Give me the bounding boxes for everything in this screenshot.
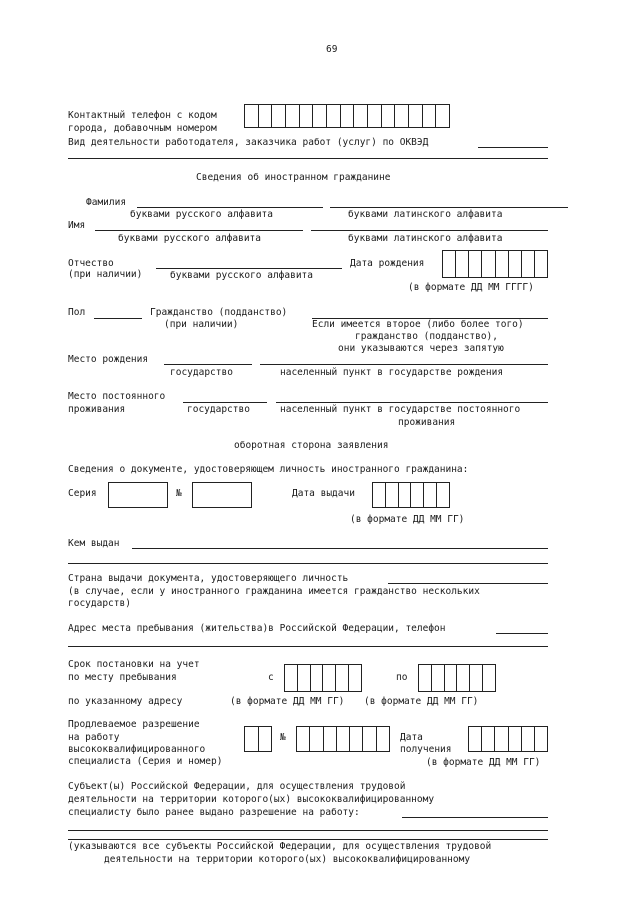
registration-from-boxes[interactable] bbox=[284, 664, 362, 692]
phone-input-boxes[interactable] bbox=[244, 104, 450, 128]
surname-hint-ru: буквами русского алфавита bbox=[130, 209, 273, 220]
subjects-field-continuation-2[interactable] bbox=[68, 839, 548, 840]
surname-ru-field[interactable] bbox=[137, 207, 323, 208]
country-label: Страна выдачи документа, удостоверяющего личность bbox=[68, 573, 349, 584]
section-title: Сведения об иностранном гражданине bbox=[196, 172, 391, 183]
name-lat-field[interactable] bbox=[311, 230, 548, 231]
permit-number-label: № bbox=[280, 732, 286, 743]
okved-label: Вид деятельности работодателя, заказчика работ (услуг) по ОКВЭД bbox=[68, 137, 429, 148]
residence-hint-locality: населенный пункт в государстве постоянного bbox=[280, 404, 521, 415]
residence-state-field[interactable] bbox=[183, 402, 267, 403]
phone-label: Контактный телефон с кодом bbox=[68, 110, 217, 121]
registration-label-3: по указанному адресу bbox=[68, 696, 183, 707]
subjects-field-continuation[interactable] bbox=[68, 830, 548, 831]
birth-place-label: Место рождения bbox=[68, 354, 149, 365]
subjects-note-2: деятельности на территории которого(ых) высококвалифицированному bbox=[104, 854, 471, 865]
birth-place-state-field[interactable] bbox=[164, 364, 252, 365]
permit-label: Продлеваемое разрешение bbox=[68, 719, 200, 730]
okved-field-continuation[interactable] bbox=[68, 158, 548, 159]
birth-place-hint-state: государство bbox=[170, 367, 233, 378]
patronymic-hint-ru: буквами русского алфавита bbox=[170, 270, 313, 281]
citizenship-note: Если имеется второе (либо более того) bbox=[312, 319, 524, 330]
citizenship-note-2: гражданство (подданство), bbox=[355, 331, 498, 342]
sex-field[interactable] bbox=[94, 318, 142, 319]
birth-date-format: (в формате ДД ММ ГГГГ) bbox=[408, 282, 534, 293]
address-field-continuation[interactable] bbox=[68, 646, 548, 647]
residence-hint-locality-2: проживания bbox=[398, 417, 456, 428]
permit-label-4: специалиста (Серия и номер) bbox=[68, 756, 223, 767]
issued-by-field[interactable] bbox=[132, 548, 548, 549]
issued-by-field-continuation[interactable] bbox=[68, 563, 548, 564]
name-ru-field[interactable] bbox=[95, 230, 303, 231]
country-note: (в случае, если у иностранного гражданина имеется гражданство нескольких bbox=[68, 586, 480, 597]
permit-date-boxes[interactable] bbox=[468, 726, 548, 752]
surname-hint-lat: буквами латинского алфавита bbox=[348, 209, 503, 220]
surname-label: Фамилия bbox=[86, 197, 127, 208]
permit-number-boxes[interactable] bbox=[296, 726, 390, 752]
citizenship-note-3: они указываются через запятую bbox=[338, 343, 504, 354]
permit-date-label: Дата bbox=[400, 732, 423, 743]
sex-label: Пол bbox=[68, 307, 86, 318]
from-label: с bbox=[268, 672, 274, 683]
residence-label-2: проживания bbox=[68, 404, 126, 415]
subjects-text-3: специалисту было ранее выдано разрешение на работу: bbox=[68, 807, 360, 818]
reverse-side-title: оборотная сторона заявления bbox=[234, 440, 389, 451]
okved-field[interactable] bbox=[478, 147, 548, 148]
registration-label-2: по месту пребывания bbox=[68, 672, 177, 683]
name-hint-lat: буквами латинского алфавита bbox=[348, 233, 503, 244]
issued-by-label: Кем выдан bbox=[68, 538, 120, 549]
country-note-2: государств) bbox=[68, 598, 131, 609]
address-label: Адрес места пребывания (жительства)в Российской Федерации, телефон bbox=[68, 623, 446, 634]
country-field[interactable] bbox=[388, 583, 548, 584]
citizenship-label: Гражданство (подданство) bbox=[150, 307, 288, 318]
name-hint-ru: буквами русского алфавита bbox=[118, 233, 261, 244]
permit-label-2: на работу bbox=[68, 732, 120, 743]
page-number: 69 bbox=[326, 44, 338, 55]
issue-date-format: (в формате ДД ММ ГГ) bbox=[350, 514, 465, 525]
permit-date-label-2: получения bbox=[400, 744, 452, 755]
patronymic-field[interactable] bbox=[156, 268, 342, 269]
address-field[interactable] bbox=[496, 633, 548, 634]
citizenship-hint: (при наличии) bbox=[164, 319, 239, 330]
name-label: Имя bbox=[68, 220, 86, 231]
series-input[interactable] bbox=[108, 482, 168, 508]
registration-from-format: (в формате ДД ММ ГГ) bbox=[230, 696, 345, 707]
subjects-note: (указываются все субъекты Российской Федерации, для осуществления трудовой bbox=[68, 841, 492, 852]
phone-label-extension: города, добавочным номером bbox=[68, 123, 217, 134]
birth-place-locality-field[interactable] bbox=[260, 364, 548, 365]
birth-date-boxes[interactable] bbox=[442, 250, 548, 278]
subjects-text: Субъект(ы) Российской Федерации, для осуществления трудовой bbox=[68, 781, 406, 792]
registration-to-boxes[interactable] bbox=[418, 664, 496, 692]
surname-lat-field[interactable] bbox=[330, 207, 568, 208]
number-label: № bbox=[176, 488, 182, 499]
permit-series-boxes[interactable] bbox=[244, 726, 272, 752]
to-label: по bbox=[396, 672, 408, 683]
issue-date-label: Дата выдачи bbox=[292, 488, 355, 499]
document-section-title: Сведения о документе, удостоверяющем личность иностранного гражданина: bbox=[68, 464, 469, 475]
birth-date-label: Дата рождения bbox=[350, 258, 425, 269]
patronymic-label-optional: (при наличии) bbox=[68, 269, 143, 280]
series-label: Серия bbox=[68, 488, 97, 499]
permit-date-format: (в формате ДД ММ ГГ) bbox=[426, 757, 541, 768]
document-number-input[interactable] bbox=[192, 482, 252, 508]
residence-hint-state: государство bbox=[187, 404, 250, 415]
subjects-text-2: деятельности на территории которого(ых) высококвалифицированному bbox=[68, 794, 435, 805]
permit-label-3: высококвалифицированного bbox=[68, 744, 206, 755]
registration-label: Срок постановки на учет bbox=[68, 659, 200, 670]
birth-place-hint-locality: населенный пункт в государстве рождения bbox=[280, 367, 504, 378]
subjects-field[interactable] bbox=[402, 817, 548, 818]
registration-to-format: (в формате ДД ММ ГГ) bbox=[364, 696, 479, 707]
issue-date-boxes[interactable] bbox=[372, 482, 450, 508]
residence-label: Место постоянного bbox=[68, 391, 166, 402]
patronymic-label: Отчество bbox=[68, 258, 114, 269]
residence-locality-field[interactable] bbox=[276, 402, 548, 403]
